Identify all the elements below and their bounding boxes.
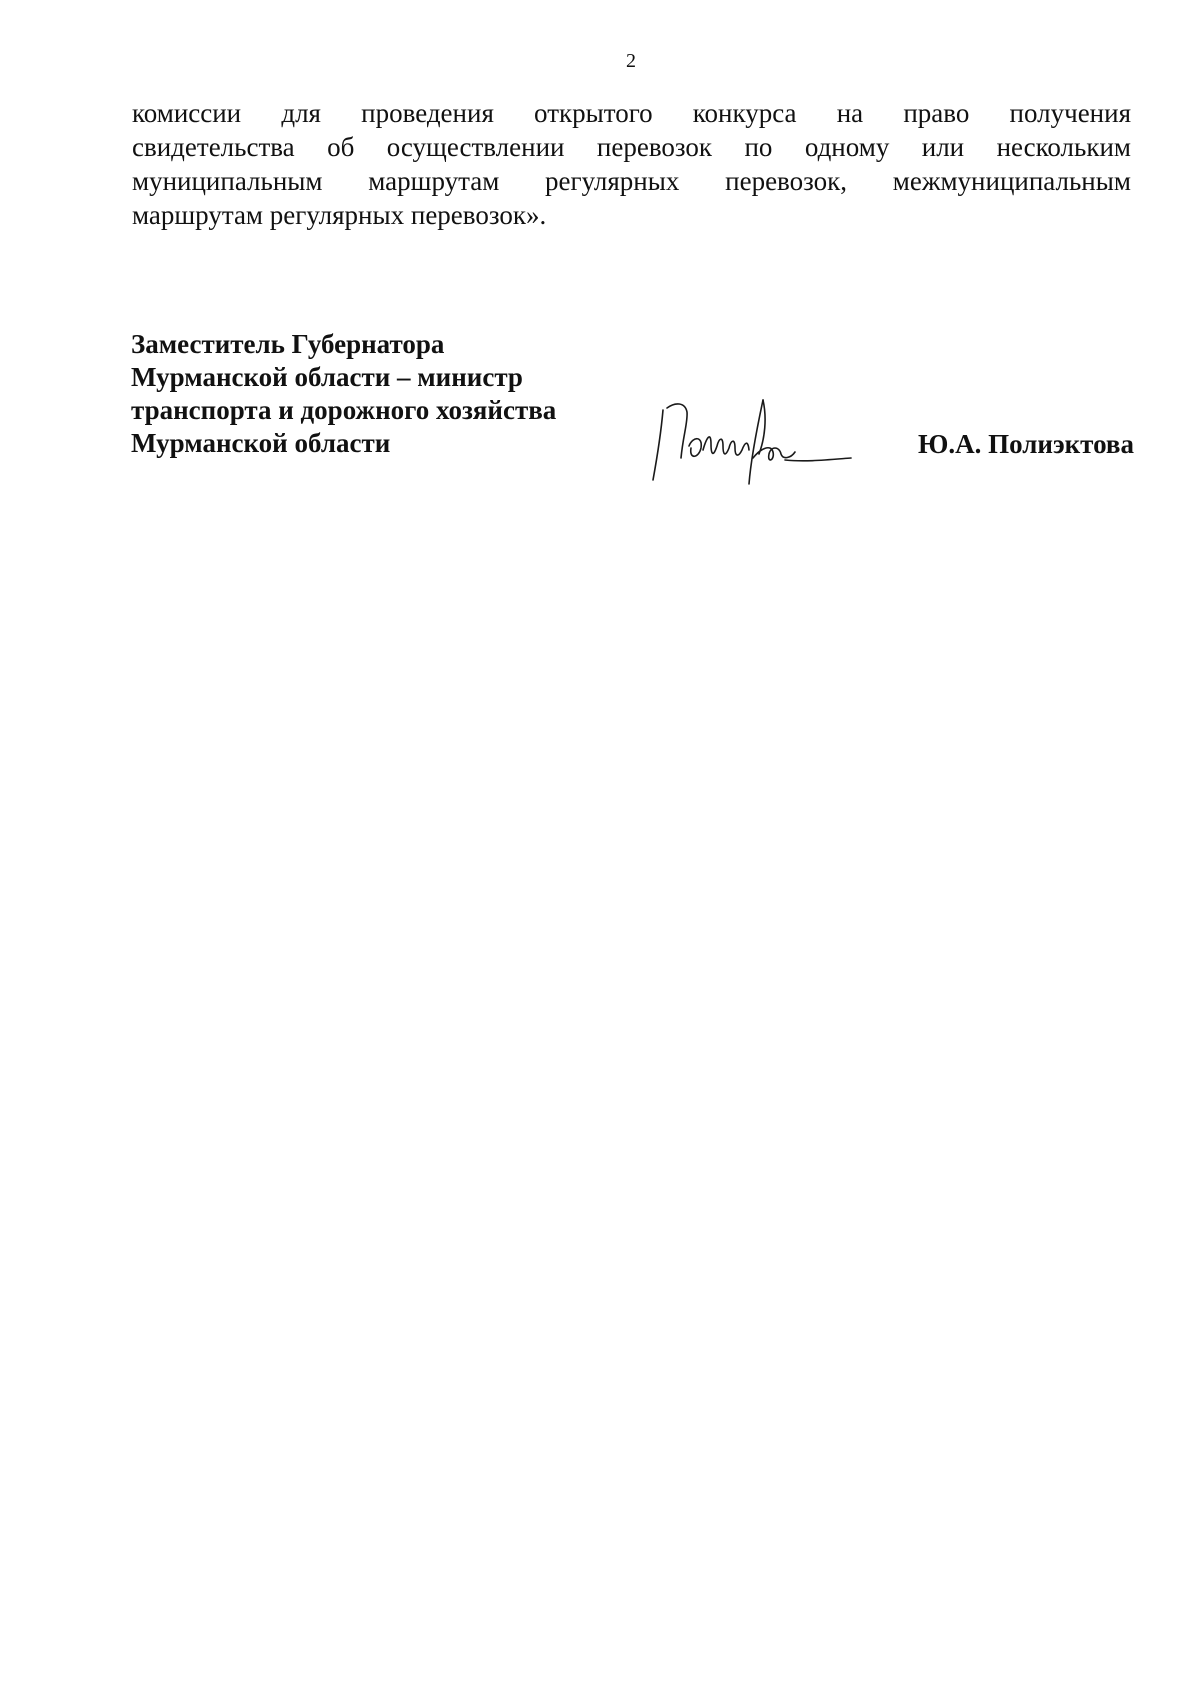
signer-name: Ю.А. Полиэктова [917, 429, 1134, 459]
signatory-position-line: Заместитель Губернатора [131, 329, 445, 359]
signatory-position-block [131, 328, 556, 460]
body-line: маршрутам регулярных перевозок». [132, 200, 547, 230]
signatory-position-line: транспорта и дорожного хозяйства [131, 395, 557, 425]
handwritten-signature [645, 388, 865, 498]
page-number: 2 [626, 50, 636, 72]
body-line: свидетельства об осуществлении перевозок по одному или нескольким [132, 132, 1131, 162]
body-paragraph [132, 96, 1131, 232]
body-line: муниципальным маршрутам регулярных перевозок, межмуниципальным [132, 166, 1131, 196]
signatory-position-line: Мурманской области – министр [131, 362, 523, 392]
body-line: комиссии для проведения открытого конкурса на право получения [132, 98, 1131, 128]
signatory-position-line: Мурманской области [131, 428, 391, 458]
